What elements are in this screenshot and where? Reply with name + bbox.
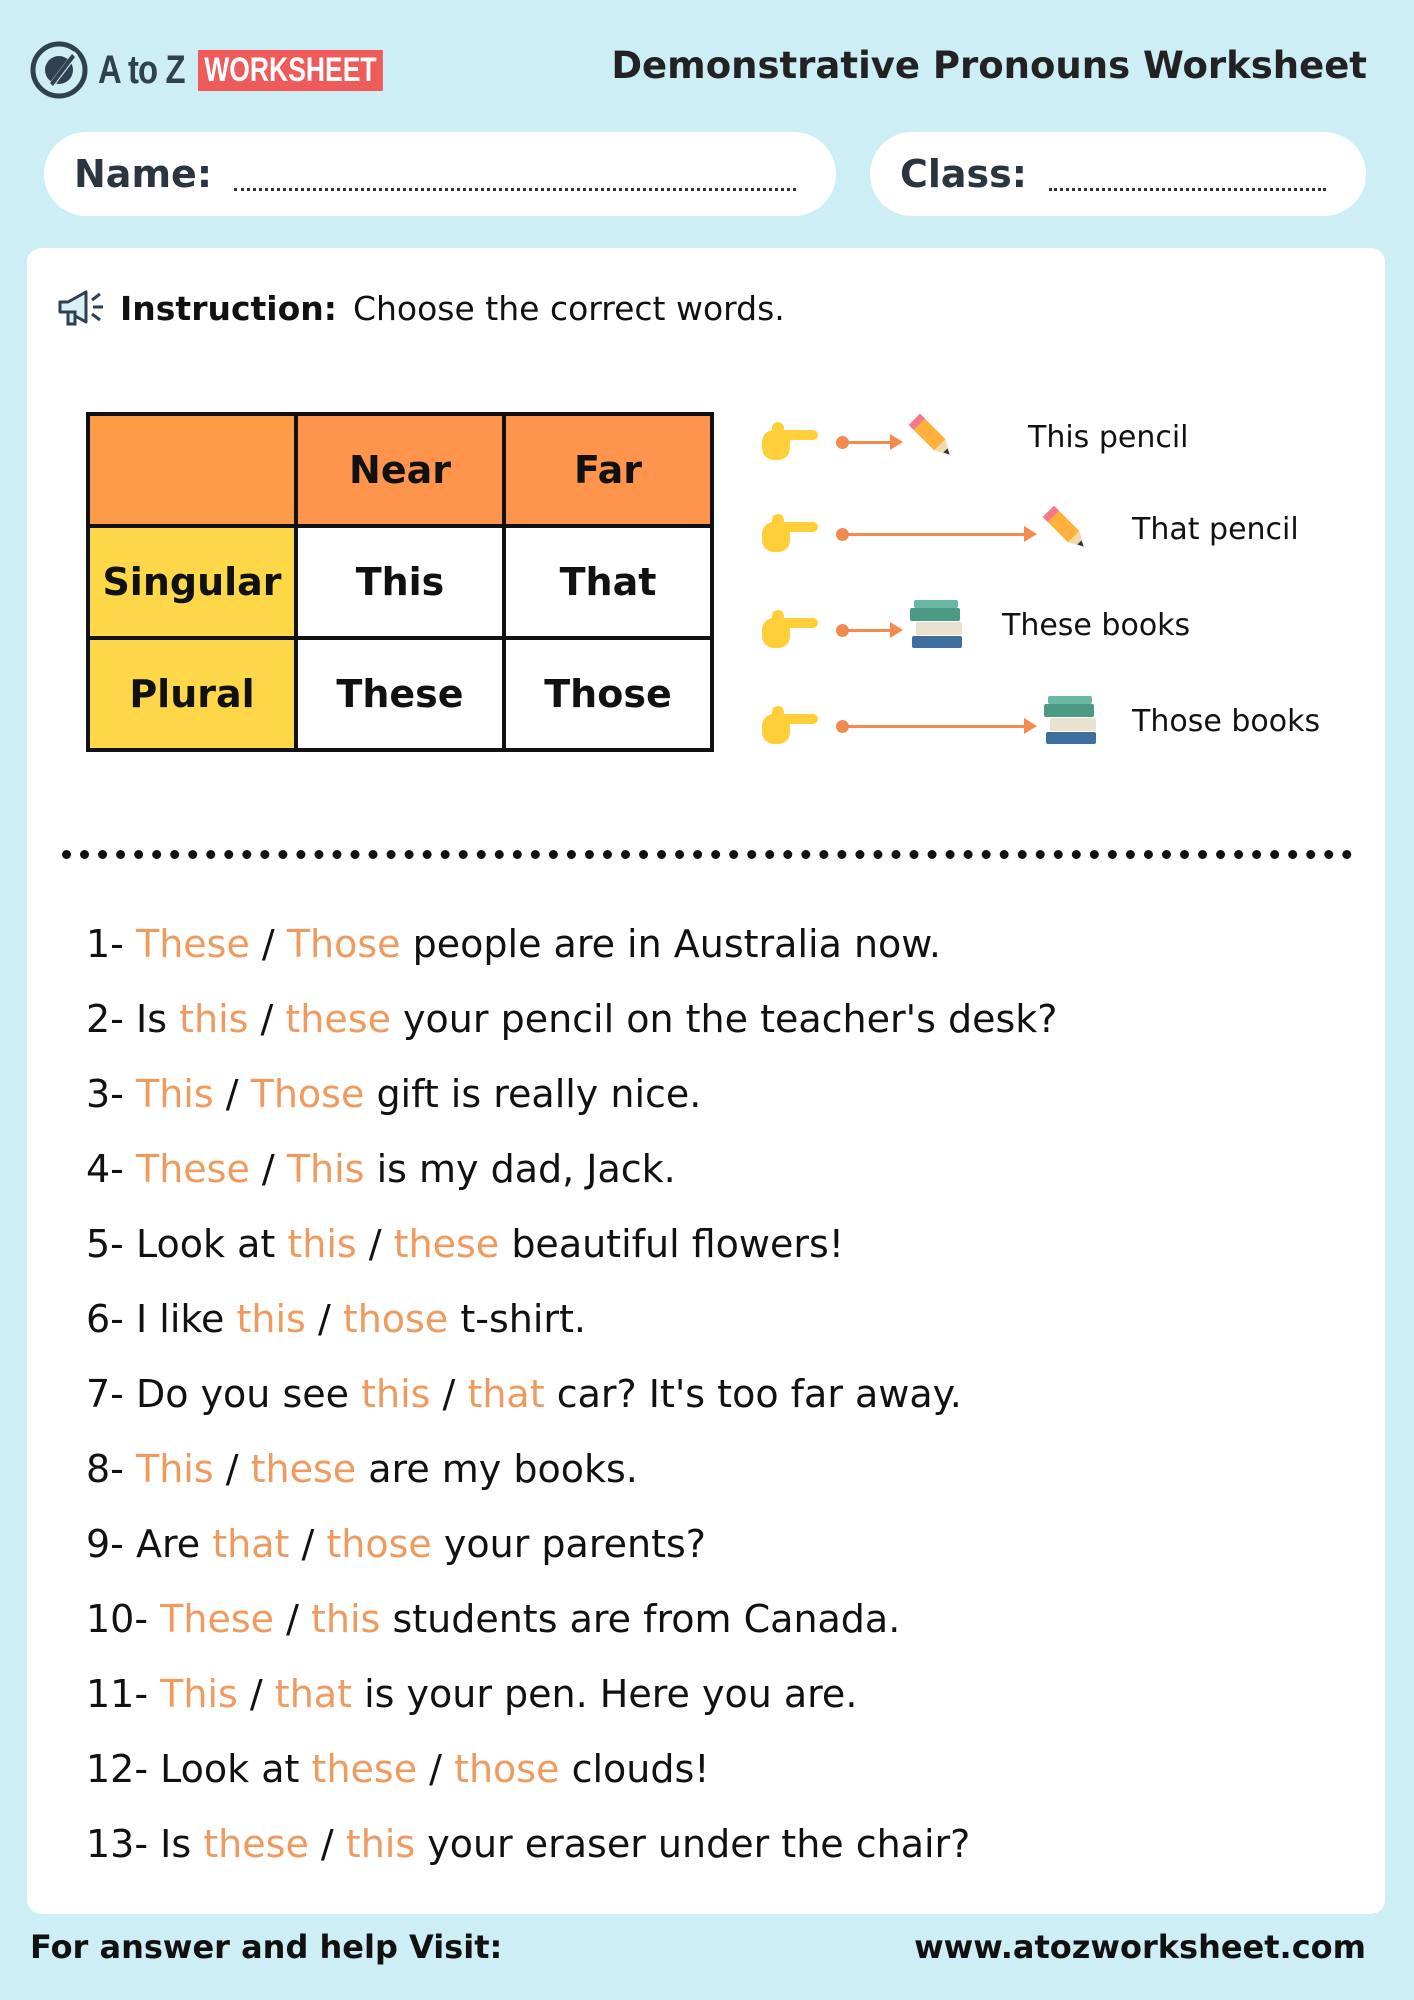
arrow-line [846,441,892,444]
question-prefix: I like [135,1297,225,1341]
question-suffix: gift is really nice. [376,1072,702,1116]
question-suffix: beautiful flowers! [511,1222,845,1266]
question-number: 2- [86,997,124,1041]
question-item [86,1441,1057,1516]
divider [62,850,1352,859]
table-cell: That [504,526,712,638]
option-choice[interactable]: These [135,922,250,966]
page-title: Demonstrative Pronouns Worksheet [611,44,1367,87]
option-choice[interactable]: Those [286,922,401,966]
arrow-head [1024,526,1037,542]
option-choice[interactable]: those [342,1297,449,1341]
pronoun-table [86,412,714,752]
question-number: 12- [86,1747,149,1791]
logo [30,38,435,102]
arrow-line [846,533,1026,536]
question-item [86,1366,1057,1441]
option-choice[interactable]: these [285,997,391,1041]
option-separator: / [213,1447,251,1491]
example-label: Those books [1132,704,1321,739]
question-prefix: Are [135,1522,201,1566]
table-cell: This [296,526,504,638]
table-cell: These [296,638,504,750]
col-header-near: Near [296,414,504,526]
option-choice[interactable]: this [345,1822,416,1866]
footer-link[interactable]: www.atozworksheet.com [914,1928,1366,1966]
option-separator: / [249,922,287,966]
option-choice[interactable]: This [135,1447,214,1491]
option-choice[interactable]: this [361,1372,431,1416]
question-suffix: is your pen. Here you are. [364,1672,858,1716]
question-suffix: students are from Canada. [392,1597,901,1641]
option-separator: / [417,1747,455,1791]
example-row [758,694,1378,754]
question-number: 7- [86,1372,124,1416]
option-separator: / [289,1522,327,1566]
row-header-singular: Singular [88,526,296,638]
option-separator: / [430,1372,468,1416]
question-suffix: are my books. [368,1447,638,1491]
question-prefix: Is [160,1822,192,1866]
question-item [86,1216,1057,1291]
option-choice[interactable]: this [287,1222,357,1266]
option-choice[interactable]: this [311,1597,381,1641]
arrow-line [846,725,1026,728]
option-choice[interactable]: those [454,1747,560,1791]
question-number: 11- [86,1672,149,1716]
question-suffix: people are in Australia now. [412,922,941,966]
question-item [86,1516,1057,1591]
question-prefix: Look at [160,1747,300,1791]
question-suffix: your pencil on the teacher's desk? [403,997,1058,1041]
question-prefix: Look at [135,1222,276,1266]
option-choice[interactable]: these [393,1222,500,1266]
arrow-head [890,622,903,638]
name-field [44,132,836,216]
logo-badge: WORKSHEET [198,50,383,91]
class-label: Class: [900,152,1027,196]
question-list [86,916,1057,1891]
question-item [86,1666,1057,1741]
question-number: 8- [86,1447,124,1491]
instruction-label: Instruction: [120,288,337,328]
col-header-far: Far [504,414,712,526]
footer-text: For answer and help Visit: [30,1928,503,1966]
pointing-hand-icon [758,604,822,652]
example-label: This pencil [1028,420,1189,455]
pointing-hand-icon [758,416,822,464]
name-label: Name: [74,152,213,196]
pointing-hand-icon [758,700,822,748]
question-item [86,1291,1057,1366]
question-prefix: Is [135,997,167,1041]
table-cell: Those [504,638,712,750]
question-item [86,1816,1057,1891]
question-suffix: your eraser under the chair? [427,1822,971,1866]
option-choice[interactable]: those [326,1522,432,1566]
option-choice[interactable]: These [160,1597,275,1641]
question-item [86,1141,1057,1216]
question-item [86,916,1057,991]
option-choice[interactable]: that [212,1522,290,1566]
logo-mark-icon [30,41,88,99]
question-number: 5- [86,1222,124,1266]
pencil-icon [906,410,958,464]
question-number: 6- [86,1297,124,1341]
option-separator: / [237,1672,275,1716]
option-choice[interactable]: These [135,1147,250,1191]
option-choice[interactable]: these [311,1747,418,1791]
question-number: 4- [86,1147,124,1191]
option-separator: / [248,997,286,1041]
option-choice[interactable]: This [286,1147,365,1191]
option-choice[interactable]: that [274,1672,352,1716]
option-separator: / [308,1822,346,1866]
option-choice[interactable]: this [236,1297,306,1341]
table-corner [88,414,296,526]
class-line[interactable] [1049,158,1326,191]
books-icon [908,598,968,652]
option-separator: / [305,1297,343,1341]
question-number: 3- [86,1072,124,1116]
option-separator: / [249,1147,287,1191]
name-line[interactable] [234,158,796,191]
question-suffix: t-shirt. [460,1297,586,1341]
pointing-hand-icon [758,508,822,556]
example-row [758,502,1378,562]
instruction [56,288,785,328]
option-choice[interactable]: This [160,1672,238,1716]
option-choice[interactable]: This [135,1072,214,1116]
option-choice[interactable]: this [179,997,249,1041]
pencil-icon [1040,502,1092,556]
option-choice[interactable]: these [250,1447,357,1491]
instruction-text: Choose the correct words. [352,288,785,328]
question-suffix: is my dad, Jack. [376,1147,676,1191]
arrow-line [846,629,892,632]
question-suffix: clouds! [571,1747,710,1791]
option-choice[interactable]: that [467,1372,545,1416]
option-choice[interactable]: Those [250,1072,365,1116]
question-item [86,991,1057,1066]
logo-text: A to Z [98,47,185,92]
option-separator: / [356,1222,394,1266]
arrow-head [1024,718,1037,734]
question-item [86,1066,1057,1141]
question-number: 9- [86,1522,124,1566]
example-label: These books [1002,608,1191,643]
question-item [86,1741,1057,1816]
question-number: 10- [86,1597,149,1641]
example-row [758,598,1378,658]
question-suffix: your parents? [443,1522,706,1566]
example-label: That pencil [1132,512,1299,547]
class-field [870,132,1366,216]
question-suffix: car? It's too far away. [556,1372,962,1416]
books-icon [1042,694,1102,748]
question-item [86,1591,1057,1666]
question-prefix: Do you see [135,1372,350,1416]
option-choice[interactable]: these [203,1822,309,1866]
question-number: 1- [86,922,124,966]
row-header-plural: Plural [88,638,296,750]
option-separator: / [213,1072,251,1116]
megaphone-icon [56,288,108,328]
arrow-head [890,434,903,450]
option-separator: / [274,1597,311,1641]
example-row [758,410,1378,470]
question-number: 13- [86,1822,149,1866]
